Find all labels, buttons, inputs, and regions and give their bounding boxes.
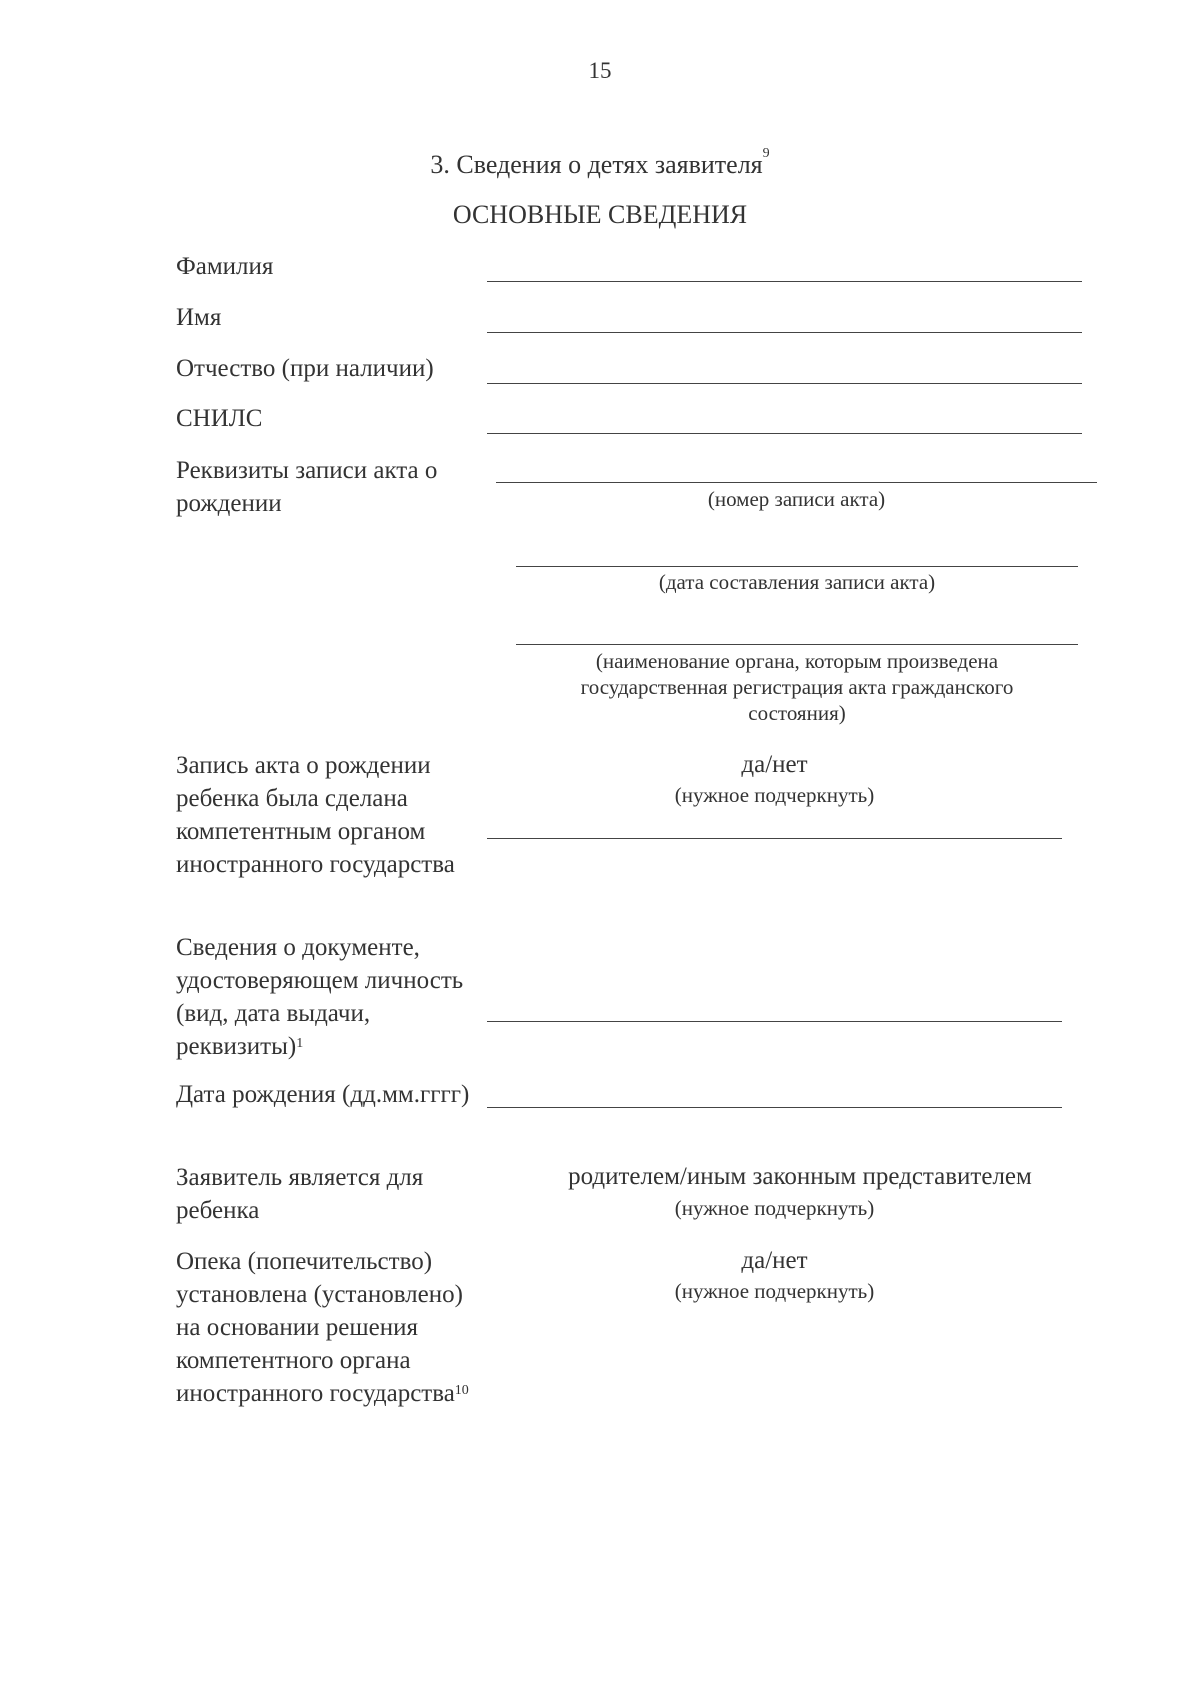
- section-title-text: 3. Сведения о детях заявителя: [430, 150, 763, 179]
- foreign-birth-record-label: Запись акта о рождении ребенка была сделана компетентным органом иностранного государства: [176, 752, 455, 878]
- birth-record-label: Реквизиты записи акта о рождении: [176, 457, 438, 517]
- section-subtitle: ОСНОВНЫЕ СВЕДЕНИЯ: [452, 200, 748, 229]
- birth-date-field[interactable]: [487, 1107, 1062, 1108]
- registration-body-field[interactable]: [516, 644, 1078, 645]
- underline-hint: (нужное подчеркнуть): [674, 1279, 875, 1303]
- foreign-birth-record-field[interactable]: [487, 838, 1062, 839]
- applicant-relation-label: Заявитель является для ребенка: [176, 1164, 424, 1224]
- page-number: 15: [588, 58, 612, 83]
- surname-field[interactable]: [487, 281, 1082, 282]
- registration-body-caption: (наименование органа, которым произведена государственная регистрация акта гражданского состояния): [580, 649, 1014, 725]
- record-date-field[interactable]: [516, 566, 1078, 567]
- relation-choice[interactable]: родителем/иным законным представителем: [568, 1163, 1032, 1190]
- snils-label: СНИЛС: [176, 405, 263, 432]
- patronymic-field[interactable]: [487, 383, 1082, 384]
- section-title: [0, 146, 1200, 180]
- id-document-field[interactable]: [487, 1021, 1062, 1022]
- guardianship-label-text: Опека (попечительство) установлена (установлено) на основании решения компетентного органа иностранного государства: [176, 1248, 463, 1407]
- record-number-caption: (номер записи акта): [707, 487, 886, 511]
- birth-date-label: Дата рождения (дд.мм.гггг): [176, 1081, 470, 1108]
- underline-hint: (нужное подчеркнуть): [674, 1196, 875, 1220]
- footnote-marker: 1: [296, 1036, 304, 1051]
- snils-field[interactable]: [487, 433, 1082, 434]
- surname-label: Фамилия: [176, 253, 274, 280]
- patronymic-label: Отчество (при наличии): [176, 355, 434, 382]
- guardianship-label: [176, 1245, 471, 1410]
- yes-no-choice[interactable]: да/нет: [741, 751, 808, 778]
- id-document-label: [176, 931, 476, 1063]
- record-number-field[interactable]: [496, 482, 1097, 483]
- record-date-caption: (дата составления записи акта): [658, 570, 936, 594]
- name-label: Имя: [176, 304, 222, 331]
- id-document-label-text: Сведения о документе, удостоверяющем личность (вид, дата выдачи, реквизиты): [176, 934, 464, 1060]
- name-field[interactable]: [487, 332, 1082, 333]
- footnote-marker: 9: [762, 146, 770, 161]
- footnote-marker: 10: [454, 1383, 469, 1398]
- underline-hint: (нужное подчеркнуть): [674, 783, 875, 807]
- yes-no-choice[interactable]: да/нет: [741, 1247, 808, 1274]
